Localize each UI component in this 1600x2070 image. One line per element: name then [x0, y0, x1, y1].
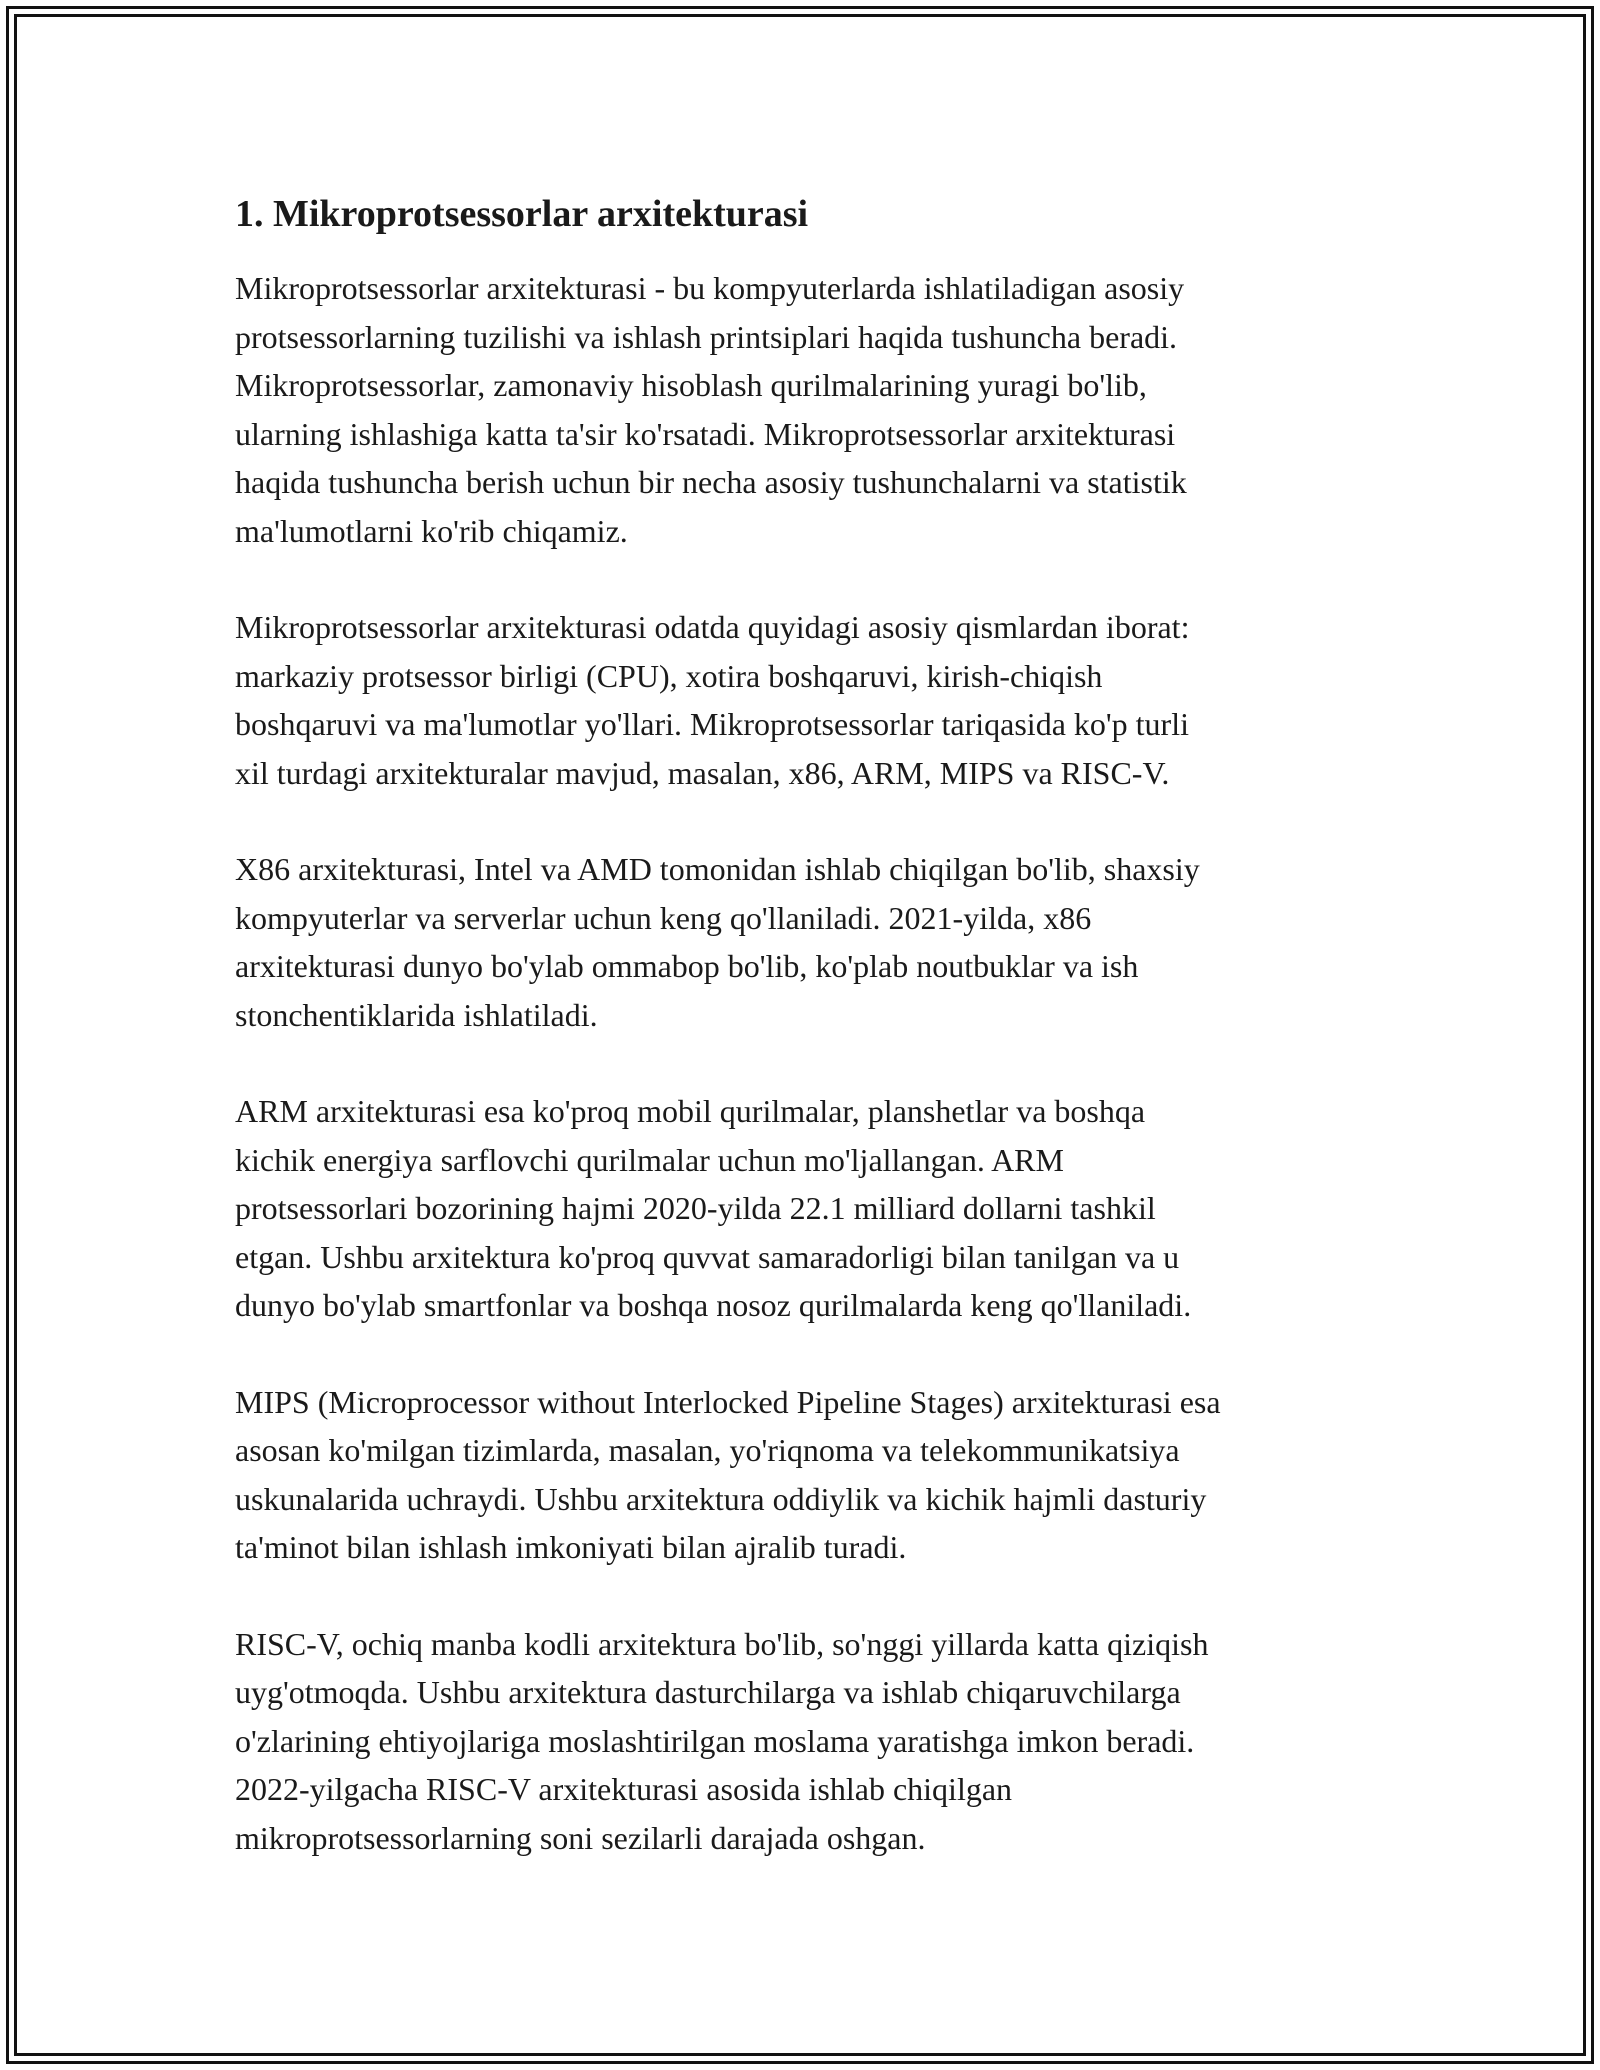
paragraph-arm: ARM arxitekturasi esa ko'proq mobil qurilmalar, planshetlar va boshqa kichik energiya sarflovchi qurilmalar uchun mo'ljallangan. ARM protsessorlari bozorining hajmi 2020-yilda 22.1 milliard dollarni tashkil etgan. Ushbu arxitektura ko'proq quvvat samaradorligi bilan tanilgan va u dunyo bo'ylab smartfonlar va boshqa nosoz qurilmalarda keng qo'llaniladi. [235, 1093, 1192, 1323]
paragraph-riscv: RISC-V, ochiq manba kodli arxitektura bo'lib, so'nggi yillarda katta qiziqish uyg'otmoqda. Ushbu arxitektura dasturchilarga va ishlab chiqaruvchilarga o'zlarining ehtiyojlariga moslashtirilgan moslama yaratishga imkon beradi. 2022-yilgacha RISC-V arxitekturasi asosida ishlab chiqilgan mikroprotsessorlarning soni sezilarli darajada oshgan. [235, 1625, 1209, 1856]
paragraph-intro: Mikroprotsessorlar arxitekturasi - bu kompyuterlarda ishlatiladigan asosiy protsessorlarning tuzilishi va ishlash printsiplari haqida tushuncha beradi. Mikroprotsessorlar, zamonaviy hisoblash qurilmalarining yuragi bo'lib, ularning ishlashiga katta ta'sir ko'rsatadi. Mikroprotsessorlar arxitekturasi haqida tushuncha berish uchun bir necha asosiy tushunchalarni va statistik ma'lumotlarni ko'rib chiqamiz. [235, 270, 1187, 549]
paragraph-x86: X86 arxitekturasi, Intel va AMD tomonidan ishlab chiqilgan bo'lib, shaxsiy kompyuterlar va serverlar uchun keng qo'llaniladi. 2021-yilda, x86 arxitekturasi dunyo bo'ylab ommabop bo'lib, ko'plab noutbuklar va ish stonchentiklarida ishlatiladi. [235, 851, 1200, 1033]
section-title: 1. Mikroprotsessorlar arxitekturasi [235, 193, 809, 235]
paragraph-mips: MIPS (Microprocessor without Interlocked Pipeline Stages) arxitekturasi esa asosan ko'milgan tizimlarda, masalan, yo'riqnoma va telekommunikatsiya uskunalarida uchraydi. Ushbu arxitektura oddiylik va kichik hajmli dasturiy ta'minot bilan ishlash imkoniyati bilan ajralib turadi. [235, 1383, 1221, 1565]
document-body [235, 188, 1415, 1910]
paragraph-components: Mikroprotsessorlar arxitekturasi odatda quyidagi asosiy qismlardan iborat: markaziy protsessor birligi (CPU), xotira boshqaruvi, kirish-chiqish boshqaruvi va ma'lumotlar yo'llari. Mikroprotsessorlar tariqasida ko'p turli xil turdagi arxitekturalar mavjud, masalan, x86, ARM, MIPS va RISC-V. [235, 609, 1190, 791]
